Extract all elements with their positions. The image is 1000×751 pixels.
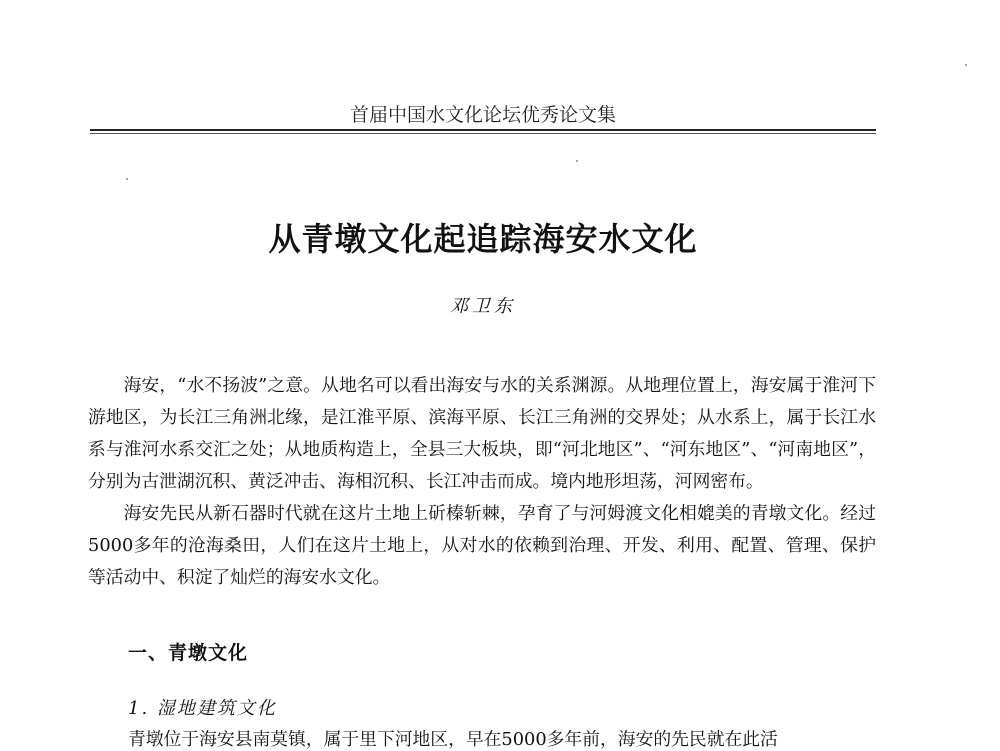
body-paragraph-2: 海安先民从新石器时代就在这片土地上斫榛斩棘，孕育了与河姆渡文化相媲美的青墩文化。经过5000多年的沧海桑田，人们在这片土地上，从对水的依赖到治理、开发、利用、配置、管理、保护等活动中、积淀了灿烂的海安水文化。 — [88, 503, 876, 588]
section-heading: 一、青墩文化 — [128, 642, 249, 664]
running-header: 首届中国水文化论坛优秀论文集 — [349, 104, 616, 126]
subsection-heading: 1. 湿地建筑文化 — [128, 698, 277, 719]
article-author: 邓卫东 — [450, 296, 516, 317]
body-paragraph-1: 海安，“水不扬波”之意。从地名可以看出海安与水的关系渊源。从地理位置上，海安属于淮河下游地区，为长江三角洲北缘，是江淮平原、滨海平原、长江三角洲的交界处；从水系上，属于长江水系与淮河水系交汇之处；从地质构造上，全县三大板块，即“河北地区”、“河东地区”、“河南地区”，分别为古泄湖沉积、黄泛冲击、海相沉积、长江冲击而成。境内地形坦荡，河网密布。 — [88, 375, 876, 492]
scan-speck — [126, 178, 128, 180]
article-body — [88, 370, 876, 594]
header-rule-secondary — [90, 133, 876, 134]
scan-speck — [576, 160, 578, 162]
header-rule — [90, 129, 876, 131]
article-title: 从青墩文化起追踪海安水文化 — [268, 220, 698, 258]
scan-speck — [965, 64, 967, 66]
body-paragraph-3-partial: 青墩位于海安县南莫镇，属于里下河地区，早在5000多年前，海安的先民就在此活 — [128, 729, 778, 750]
